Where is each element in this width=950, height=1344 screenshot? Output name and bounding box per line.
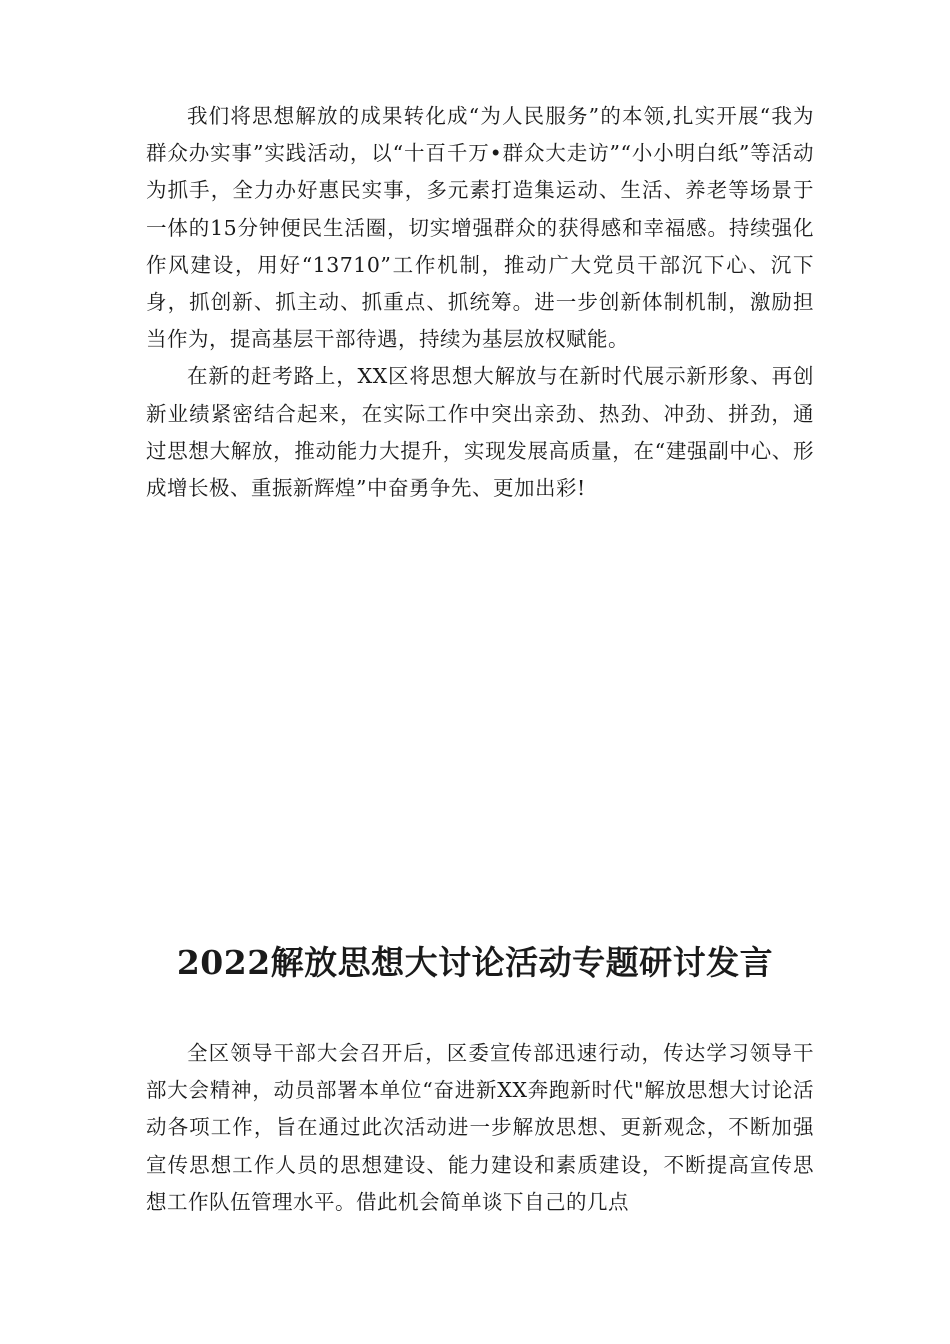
text-section-bottom (146, 1035, 814, 1221)
paragraph: 我们将思想解放的成果转化成“为人民服务”的本领,扎实开展“我为群众办实事”实践活动，以“十百千万•群众大走访”“小小明白纸”等活动为抓手，全力办好惠民实事，多元素打造集运动、生活、养老等场景于一体的15分钟便民生活圈，切实增强群众的获得感和幸福感。持续强化作风建设，用好“13710”工作机制，推动广大党员干部沉下心、沉下身，抓创新、抓主动、抓重点、抓统筹。进一步创新体制机制，激励担当作为，提高基层干部待遇，持续为基层放权赋能。 (146, 104, 814, 352)
text-section-top (146, 98, 814, 507)
paragraph: 全区领导干部大会召开后，区委宣传部迅速行动，传达学习领导干部大会精神，动员部署本单位“奋进新XX奔跑新时代"解放思想大讨论活动各项工作，旨在通过此次活动进一步解放思想、更新观念，不断加强宣传思想工作人员的思想建设、能力建设和素质建设，不断提高宣传思想工作队伍管理水平。借此机会简单谈下自己的几点 (146, 1041, 814, 1214)
paragraph: 在新的赶考路上，XX区将思想大解放与在新时代展示新形象、再创新业绩紧密结合起来，在实际工作中突出亲劲、热劲、冲劲、拼劲，通过思想大解放，推动能力大提升，实现发展高质量，在“建强副中心、形成增长极、重振新辉煌”中奋勇争先、更加出彩! (146, 364, 814, 501)
document-title: 2022解放思想大讨论活动专题研讨发言 (176, 943, 774, 982)
